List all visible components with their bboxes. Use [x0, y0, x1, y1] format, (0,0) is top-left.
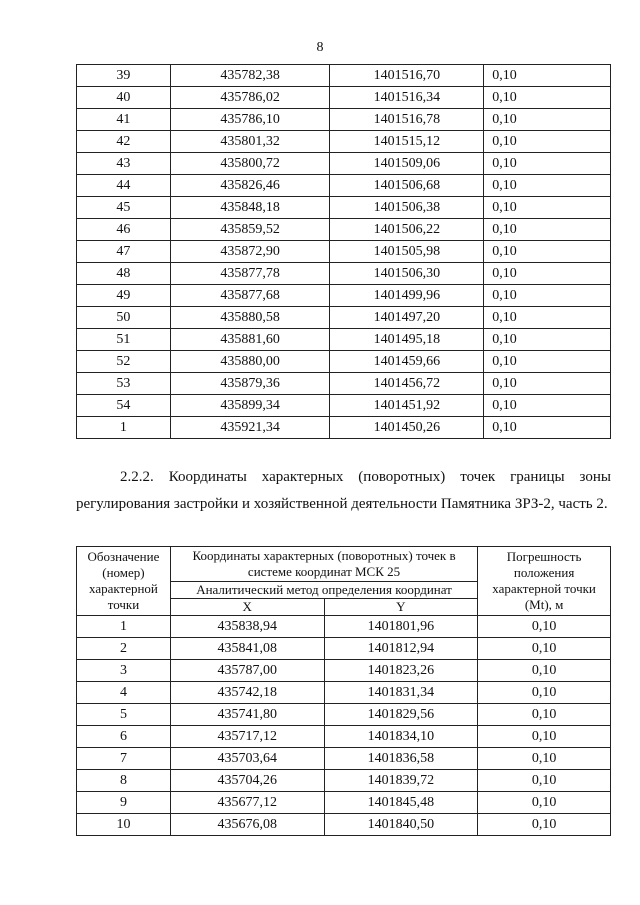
y-coordinate-cell: 1401834,10	[324, 726, 478, 748]
point-number-cell: 53	[77, 373, 171, 395]
table-row	[77, 329, 611, 351]
section-2-2-2-paragraph	[76, 464, 611, 518]
accuracy-cell: 0,10	[478, 616, 611, 638]
point-number-cell: 1	[77, 616, 171, 638]
table-row	[77, 726, 611, 748]
point-number-cell: 44	[77, 175, 171, 197]
table-row	[77, 153, 611, 175]
accuracy-cell: 0,10	[478, 726, 611, 748]
x-coordinate-cell: 435786,02	[170, 87, 330, 109]
accuracy-cell: 0,10	[484, 131, 611, 153]
y-coordinate-cell: 1401505,98	[330, 241, 484, 263]
x-coordinate-cell: 435921,34	[170, 417, 330, 439]
header-y: Y	[324, 599, 478, 616]
y-coordinate-cell: 1401836,58	[324, 748, 478, 770]
accuracy-cell: 0,10	[484, 285, 611, 307]
point-number-cell: 7	[77, 748, 171, 770]
table-row	[77, 87, 611, 109]
x-coordinate-cell: 435742,18	[170, 682, 324, 704]
y-coordinate-cell: 1401459,66	[330, 351, 484, 373]
x-coordinate-cell: 435872,90	[170, 241, 330, 263]
table-row	[77, 417, 611, 439]
x-coordinate-cell: 435877,68	[170, 285, 330, 307]
table-row	[77, 395, 611, 417]
table-row	[77, 748, 611, 770]
y-coordinate-cell: 1401495,18	[330, 329, 484, 351]
point-number-cell: 52	[77, 351, 171, 373]
x-coordinate-cell: 435877,78	[170, 263, 330, 285]
accuracy-cell: 0,10	[478, 748, 611, 770]
accuracy-cell: 0,10	[484, 351, 611, 373]
table-row	[77, 241, 611, 263]
x-coordinate-cell: 435880,00	[170, 351, 330, 373]
accuracy-cell: 0,10	[484, 175, 611, 197]
table-row	[77, 197, 611, 219]
point-number-cell: 42	[77, 131, 171, 153]
y-coordinate-cell: 1401515,12	[330, 131, 484, 153]
accuracy-cell: 0,10	[478, 704, 611, 726]
point-number-cell: 3	[77, 660, 171, 682]
x-coordinate-cell: 435880,58	[170, 307, 330, 329]
table-row	[77, 263, 611, 285]
y-coordinate-cell: 1401516,34	[330, 87, 484, 109]
accuracy-cell: 0,10	[484, 241, 611, 263]
x-coordinate-cell: 435826,46	[170, 175, 330, 197]
point-number-cell: 39	[77, 65, 171, 87]
table-row	[77, 704, 611, 726]
point-number-cell: 45	[77, 197, 171, 219]
x-coordinate-cell: 435786,10	[170, 109, 330, 131]
coordinates-table-part2	[76, 546, 611, 836]
table-row	[77, 109, 611, 131]
accuracy-cell: 0,10	[478, 792, 611, 814]
y-coordinate-cell: 1401509,06	[330, 153, 484, 175]
point-number-cell: 2	[77, 638, 171, 660]
page-number: 8	[316, 40, 324, 55]
point-number-cell: 4	[77, 682, 171, 704]
table-row	[77, 814, 611, 836]
header-x: X	[170, 599, 324, 616]
y-coordinate-cell: 1401456,72	[330, 373, 484, 395]
section-2-2-2-text: 2.2.2. Координаты характерных (поворотных) точек границы зоны регулирования застройки и хозяйственной деятельности Памятника ЗРЗ-2, часть 2.	[76, 469, 611, 512]
x-coordinate-cell: 435703,64	[170, 748, 324, 770]
point-number-cell: 9	[77, 792, 171, 814]
point-number-cell: 8	[77, 770, 171, 792]
point-number-cell: 1	[77, 417, 171, 439]
table-row	[77, 131, 611, 153]
y-coordinate-cell: 1401839,72	[324, 770, 478, 792]
table-row	[77, 351, 611, 373]
point-number-cell: 40	[77, 87, 171, 109]
point-number-cell: 47	[77, 241, 171, 263]
accuracy-cell: 0,10	[478, 638, 611, 660]
y-coordinate-cell: 1401829,56	[324, 704, 478, 726]
x-coordinate-cell: 435848,18	[170, 197, 330, 219]
table-row	[77, 616, 611, 638]
table-row	[77, 219, 611, 241]
header-method: Аналитический метод определения координат	[170, 582, 477, 599]
point-number-cell: 49	[77, 285, 171, 307]
table-row	[77, 373, 611, 395]
x-coordinate-cell: 435879,36	[170, 373, 330, 395]
accuracy-cell: 0,10	[484, 329, 611, 351]
coordinates-table-part2-body	[77, 616, 611, 836]
accuracy-cell: 0,10	[484, 153, 611, 175]
header-designation: Обозначение (номер) характерной точки	[77, 547, 171, 616]
y-coordinate-cell: 1401506,30	[330, 263, 484, 285]
y-coordinate-cell: 1401516,70	[330, 65, 484, 87]
accuracy-cell: 0,10	[484, 109, 611, 131]
header-accuracy: Погрешность положения характерной точки (Mt), м	[478, 547, 611, 616]
table-row	[77, 307, 611, 329]
point-number-cell: 48	[77, 263, 171, 285]
accuracy-cell: 0,10	[484, 395, 611, 417]
y-coordinate-cell: 1401823,26	[324, 660, 478, 682]
accuracy-cell: 0,10	[484, 219, 611, 241]
x-coordinate-cell: 435859,52	[170, 219, 330, 241]
y-coordinate-cell: 1401801,96	[324, 616, 478, 638]
coordinates-table-part1-body	[77, 65, 611, 439]
table-row	[77, 285, 611, 307]
point-number-cell: 43	[77, 153, 171, 175]
accuracy-cell: 0,10	[478, 682, 611, 704]
x-coordinate-cell: 435717,12	[170, 726, 324, 748]
table-row	[77, 770, 611, 792]
x-coordinate-cell: 435677,12	[170, 792, 324, 814]
point-number-cell: 54	[77, 395, 171, 417]
accuracy-cell: 0,10	[484, 373, 611, 395]
accuracy-cell: 0,10	[484, 263, 611, 285]
point-number-cell: 6	[77, 726, 171, 748]
point-number-cell: 50	[77, 307, 171, 329]
x-coordinate-cell: 435800,72	[170, 153, 330, 175]
y-coordinate-cell: 1401845,48	[324, 792, 478, 814]
table-row	[77, 660, 611, 682]
y-coordinate-cell: 1401497,20	[330, 307, 484, 329]
accuracy-cell: 0,10	[484, 417, 611, 439]
point-number-cell: 10	[77, 814, 171, 836]
x-coordinate-cell: 435838,94	[170, 616, 324, 638]
x-coordinate-cell: 435801,32	[170, 131, 330, 153]
point-number-cell: 5	[77, 704, 171, 726]
accuracy-cell: 0,10	[484, 197, 611, 219]
y-coordinate-cell: 1401499,96	[330, 285, 484, 307]
x-coordinate-cell: 435841,08	[170, 638, 324, 660]
y-coordinate-cell: 1401506,22	[330, 219, 484, 241]
accuracy-cell: 0,10	[478, 770, 611, 792]
header-coords-title: Координаты характерных (поворотных) точек в системе координат МСК 25	[170, 547, 477, 582]
accuracy-cell: 0,10	[478, 660, 611, 682]
accuracy-cell: 0,10	[478, 814, 611, 836]
accuracy-cell: 0,10	[484, 307, 611, 329]
y-coordinate-cell: 1401506,68	[330, 175, 484, 197]
y-coordinate-cell: 1401831,34	[324, 682, 478, 704]
y-coordinate-cell: 1401516,78	[330, 109, 484, 131]
y-coordinate-cell: 1401812,94	[324, 638, 478, 660]
x-coordinate-cell: 435704,26	[170, 770, 324, 792]
table-row	[77, 792, 611, 814]
point-number-cell: 51	[77, 329, 171, 351]
table-row	[77, 682, 611, 704]
x-coordinate-cell: 435782,38	[170, 65, 330, 87]
x-coordinate-cell: 435741,80	[170, 704, 324, 726]
x-coordinate-cell: 435676,08	[170, 814, 324, 836]
table-row	[77, 175, 611, 197]
point-number-cell: 46	[77, 219, 171, 241]
table-row	[77, 638, 611, 660]
x-coordinate-cell: 435899,34	[170, 395, 330, 417]
table-row	[77, 65, 611, 87]
accuracy-cell: 0,10	[484, 87, 611, 109]
y-coordinate-cell: 1401506,38	[330, 197, 484, 219]
y-coordinate-cell: 1401451,92	[330, 395, 484, 417]
coordinates-table-part1	[76, 64, 611, 439]
y-coordinate-cell: 1401450,26	[330, 417, 484, 439]
x-coordinate-cell: 435787,00	[170, 660, 324, 682]
y-coordinate-cell: 1401840,50	[324, 814, 478, 836]
x-coordinate-cell: 435881,60	[170, 329, 330, 351]
point-number-cell: 41	[77, 109, 171, 131]
accuracy-cell: 0,10	[484, 65, 611, 87]
